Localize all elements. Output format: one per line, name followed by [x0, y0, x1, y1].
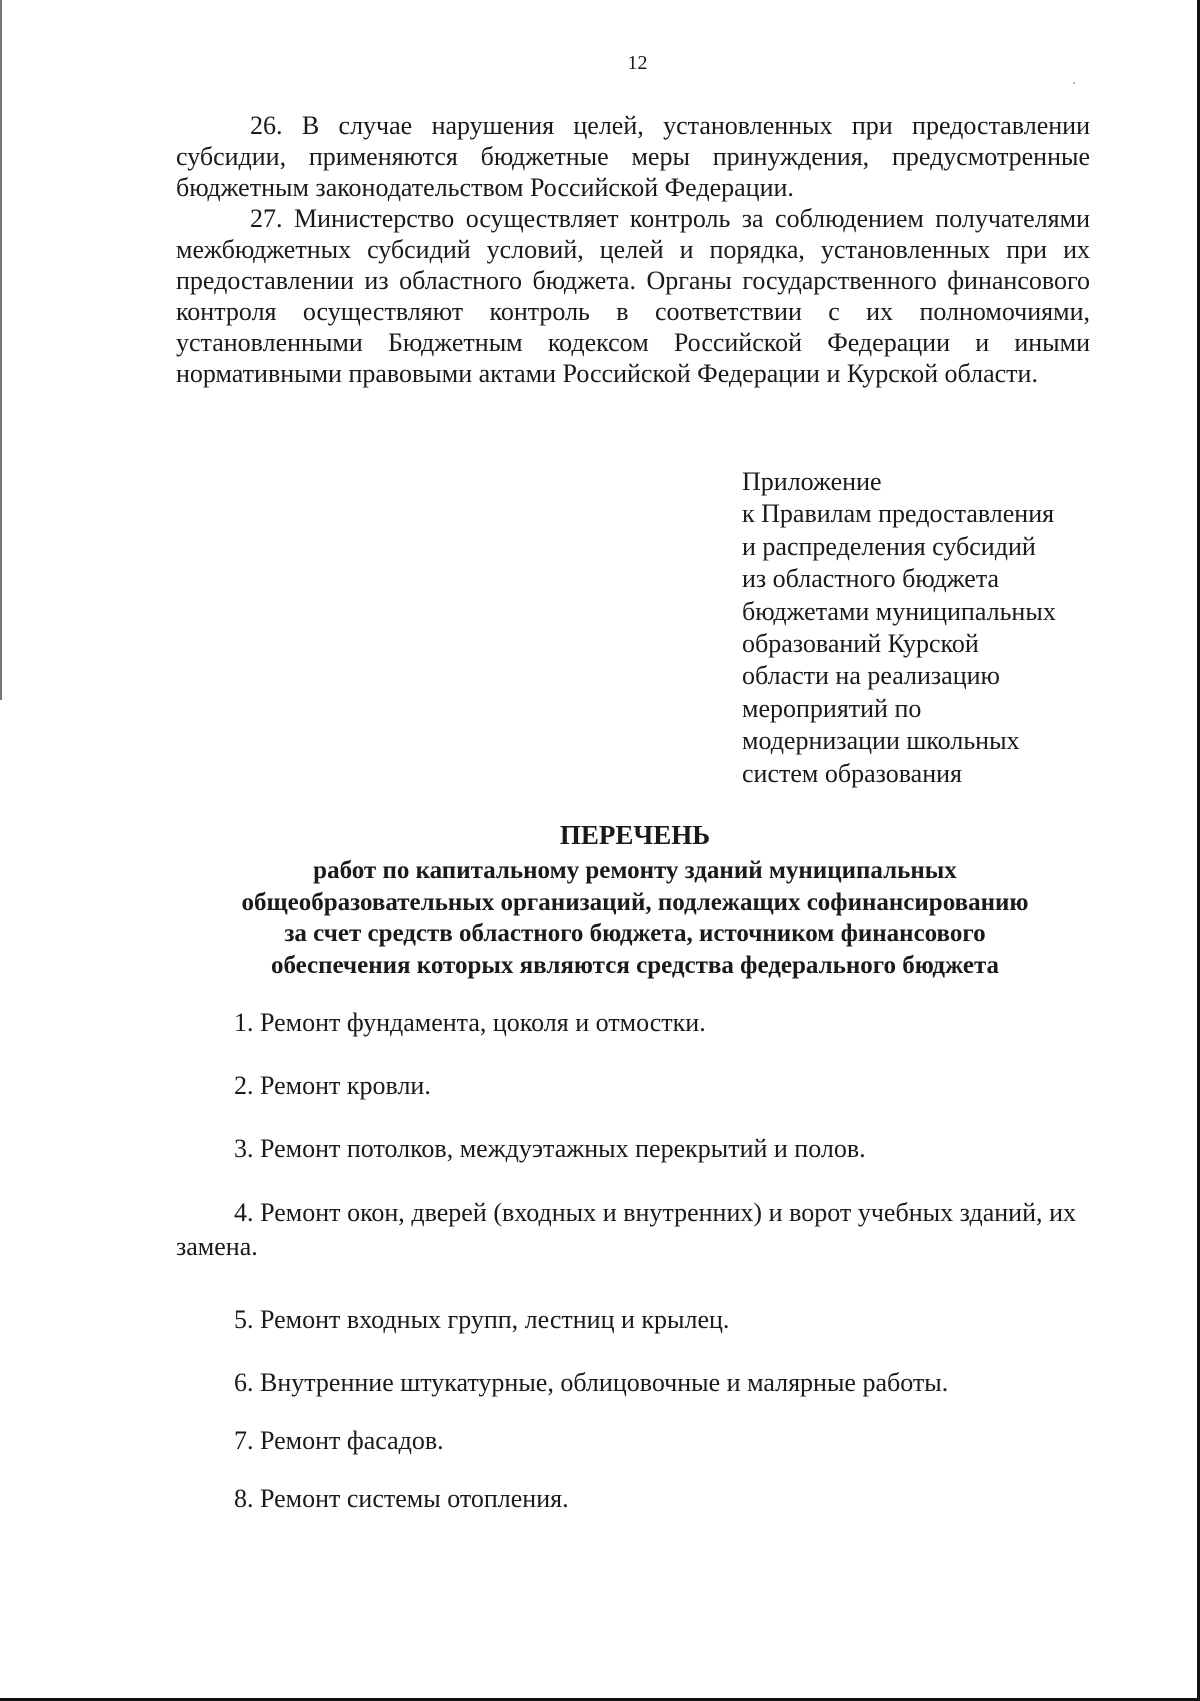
appendix-line: бюджетами муниципальных [742, 596, 1056, 626]
paragraph-26: 26. В случае нарушения целей, установленных при предоставлении субсидии, применяются бюджетные меры принуждения, предусмотренные бюджетным законодательством Российской Федерации. [176, 111, 1090, 202]
appendix-line: систем образования [742, 758, 962, 788]
title-main: ПЕРЕЧЕНЬ [559, 820, 711, 850]
appendix-line: области на реализацию [742, 661, 1000, 691]
appendix-line: образований Курской [742, 629, 979, 659]
appendix-heading [742, 466, 1102, 790]
scan-edge-left [0, 0, 2, 700]
work-item-6: 6. Внутренние штукатурные, облицовочные и малярные работы. [234, 1368, 949, 1397]
list-title [155, 818, 1115, 981]
work-item-4: 4. Ремонт окон, дверей (входных и внутренних) и ворот учебных зданий, их замена. [176, 1198, 1076, 1261]
subtitle-line: обеспечения которых являются средства федерального бюджета [270, 951, 1000, 979]
work-item-8: 8. Ремонт системы отопления. [234, 1484, 569, 1513]
work-item-7: 7. Ремонт фасадов. [234, 1426, 444, 1455]
paragraph-27: 27. Министерство осуществляет контроль за соблюдением получателями межбюджетных субсидий условий, целей и порядка, установленных при их предоставлении из областного бюджета. Органы государственного финансового контроля осуществляют контроль в соответствии с их полномочиями, установленными Бюджетным кодексом Российской Федерации и иными нормативными правовыми актами Российской Федерации и Курской области. [176, 204, 1090, 388]
page-number: 12 [627, 52, 648, 74]
appendix-line: мероприятий по [742, 693, 922, 723]
scan-speck [1073, 82, 1075, 84]
intro-paragraphs [176, 110, 1090, 389]
title-subtitle [155, 855, 1115, 981]
appendix-line: из областного бюджета [742, 564, 1000, 594]
work-item-3: 3. Ремонт потолков, междуэтажных перекрытий и полов. [234, 1134, 866, 1163]
work-item-5: 5. Ремонт входных групп, лестниц и крылец. [234, 1305, 730, 1334]
appendix-line: Приложение [742, 467, 882, 496]
appendix-line: модернизации школьных [742, 726, 1020, 756]
work-item-2: 2. Ремонт кровли. [234, 1071, 431, 1100]
subtitle-line: общеобразовательных организаций, подлежащих софинансированию [241, 888, 1029, 916]
appendix-line: к Правилам предоставления [742, 499, 1055, 529]
appendix-line: и распределения субсидий [742, 531, 1036, 561]
subtitle-line: работ по капитальному ремонту зданий муниципальных [313, 857, 957, 884]
subtitle-line: за счет средств областного бюджета, источником финансового [284, 920, 986, 947]
work-item-1: 1. Ремонт фундамента, цоколя и отмостки. [234, 1008, 706, 1037]
